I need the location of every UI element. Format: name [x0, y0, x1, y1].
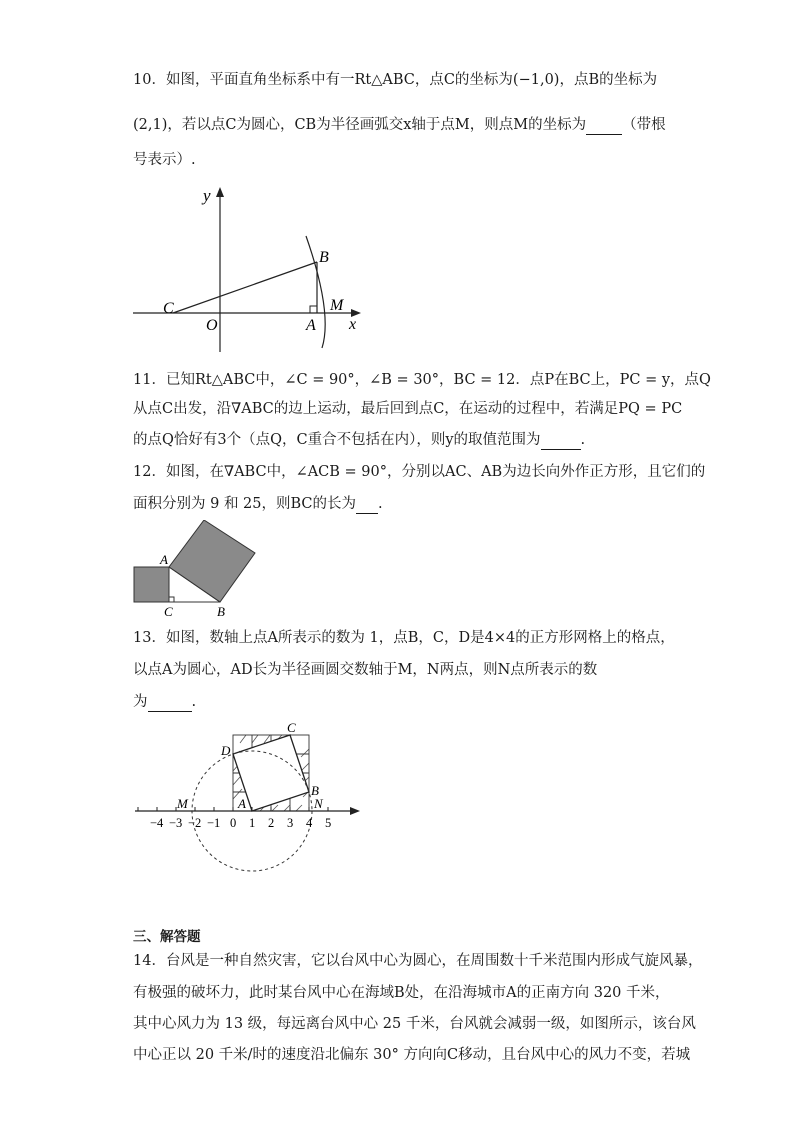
q11-line3: [133, 430, 585, 450]
number-line-arrow: [350, 807, 360, 815]
square-on-ab: [169, 520, 255, 602]
tick-label: 5: [325, 816, 332, 830]
q12-answer-blank: [356, 499, 378, 514]
label-m: M: [177, 796, 188, 811]
label-b: B: [319, 249, 329, 266]
tick-label: 4: [306, 816, 313, 830]
label-d: D: [221, 743, 231, 758]
q13-figure: [130, 715, 365, 900]
tick-labels: [150, 816, 331, 830]
q10-line3: 号表示）.: [133, 152, 196, 168]
label-y: y: [203, 186, 211, 205]
q12-line2-text: 面积分别为 9 和 25，则BC的长为: [133, 496, 357, 512]
label-a: A: [160, 552, 168, 567]
label-o: O: [206, 317, 218, 334]
q10-line2-tail: （带根: [622, 117, 666, 133]
q12-line2: [133, 494, 383, 514]
q11-line1: 11．已知Rt△ABC中，∠C = 90°，∠B = 30°，BC = 12．点P在BC上，PC = y，点Q: [133, 372, 711, 388]
segment-cb: [173, 262, 317, 313]
q14-line1: 14．台风是一种自然灾害，它以台风中心为圆心，在周围数十千米范围内形成气旋风暴，: [133, 953, 703, 969]
label-x: x: [349, 316, 357, 333]
y-axis-arrow: [216, 187, 224, 197]
q10-line2-text: (2,1)，若以点C为圆心，CB为半径画弧交x轴于点M，则点M的坐标为: [133, 117, 587, 133]
tick-label: 0: [230, 816, 237, 830]
right-angle-mark: [310, 306, 317, 313]
tick-label: 1: [249, 816, 256, 830]
square-on-ac: [134, 567, 169, 602]
q12-figure: [125, 520, 265, 620]
q10-line2: [133, 115, 666, 135]
q13-answer-blank: [148, 697, 192, 712]
tick-label: −2: [188, 816, 202, 830]
label-b: B: [217, 604, 225, 619]
q10-line1: 10．如图，平面直角坐标系中有一Rt△ABC，点C的坐标为(−1,0)，点B的坐标为: [133, 72, 658, 88]
tick-label: 2: [268, 816, 275, 830]
q13-line1: 13．如图，数轴上点A所表示的数为 1，点B，C，D是4×4的正方形网格上的格点，: [133, 630, 675, 646]
tick-label: −3: [169, 816, 183, 830]
label-b: B: [311, 783, 319, 798]
q11-answer-blank: [541, 435, 581, 450]
q13-line3-text: 为: [133, 694, 148, 710]
q12-line2-tail: .: [378, 496, 383, 512]
tick-label: 3: [287, 816, 294, 830]
tick-label: −4: [150, 816, 164, 830]
q13-line2: 以点A为圆心，AD长为半径画圆交数轴于M，N两点，则N点所表示的数: [133, 662, 598, 678]
q10-figure: [125, 180, 370, 360]
label-a: A: [238, 796, 246, 811]
q14-line2: 有极强的破坏力，此时某台风中心在海域B处，在沿海城市A的正南方向 320 千米，: [133, 985, 670, 1001]
tick-label: −1: [207, 816, 221, 830]
q14-line4: 中心正以 20 千米/时的速度沿北偏东 30° 方向向C移动，且台风中心的风力不变，若城: [133, 1047, 691, 1063]
section-title: 三、解答题: [133, 929, 201, 945]
label-a: A: [306, 317, 316, 334]
q13-line3: [133, 692, 196, 712]
q12-line1: 12．如图，在∇ABC中，∠ACB = 90°，分别以AC、AB为边长向外作正方形，且它们的: [133, 464, 706, 480]
q11-line3-text: 的点Q恰好有3个（点Q，C重合不包括在内），则y的取值范围为: [133, 432, 541, 448]
q11-line2: 从点C出发，沿∇ABC的边上运动，最后回到点C，在运动的过程中，若满足PQ = PC: [133, 401, 683, 417]
q13-line3-tail: .: [191, 694, 197, 710]
label-n: N: [314, 796, 323, 811]
q10-answer-blank: [586, 120, 622, 135]
q11-line3-tail: .: [580, 432, 586, 448]
right-angle-mark: [169, 597, 174, 602]
label-c: C: [164, 604, 173, 619]
label-m: M: [330, 297, 344, 314]
q14-line3: 其中心风力为 13 级，每远离台风中心 25 千米，台风就会减弱一级，如图所示，该台风: [133, 1016, 696, 1032]
label-c: C: [163, 300, 174, 317]
label-c: C: [287, 720, 296, 735]
